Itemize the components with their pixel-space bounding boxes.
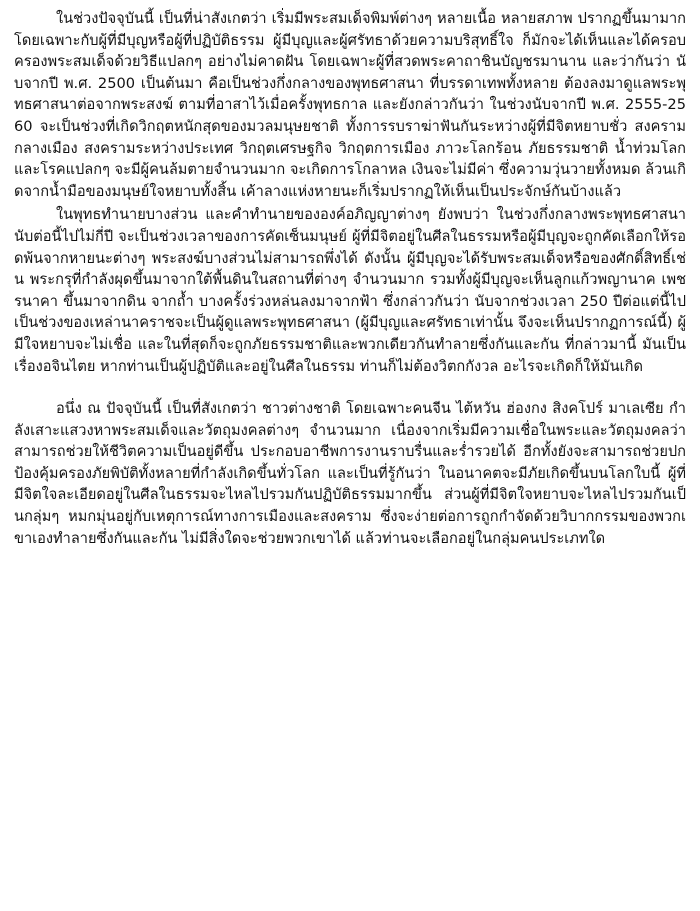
paragraph-1: ในช่วงปัจจุบันนี้ เป็นที่น่าสังเกตว่า เริ่มมีพระสมเด็จพิมพ์ต่างๆ หลายเนื้อ หลายสภาพ ปรากฏขึ้นมามาก โดยเฉพาะกับผู้ที่มีบุญหรือผู้ที่ปฏิบัติธรรม ผู้มีบุญและผู้ศรัทธาด้วยความบริสุทธิ์ใจ ก็มักจะได้เห็นและได้ครอบครองพระสมเด็จด้วยวิธีแปลกๆ อย่างไม่คาดฝัน โดยเฉพาะผู้ที่สวดพระคาถาชินบัญชรมานาน และว่ากันว่า นับจากปี พ.ศ. 2500 เป็นต้นมา คือเป็นช่วงกึ่งกลางของพุทธศาสนา ที่บรรดาเทพทั้งหลาย ต้องลงมาดูแลพระพุทธศาสนาต่อจากพระสงฆ์ ตามที่อาสาไว้เมื่อครั้งพุทธกาล และยังกล่าวกันว่า ในช่วงนับจากปี พ.ศ. 2555-2560 จะเป็นช่วงที่เกิดวิกฤตหนักสุดของมวลมนุษยชาติ ทั้งการรบราฆ่าฟันกันระหว่างผู้ที่มีจิตหยาบชั่ว สงครามกลางเมือง สงครามระหว่างประเทศ วิกฤตเศรษฐกิจ วิกฤตการเมือง ภาวะโลกร้อน ภัยธรรมชาติ น้ำท่วมโลก และโรคแปลกๆ จะมีผู้คนล้มตายจำนวนมาก จะเกิดการโกลาหล เงินจะไม่มีค่า ซึ่งความวุ่นวายทั้งหมด ล้วนเกิดจากน้ำมือของมนุษย์ใจหยาบทั้งสิ้น เค้าลางแห่งหายนะก็เริ่มปรากฏให้เห็นเป็นประจักษ์กันบ้างแล้ว: [14, 10, 687, 200]
paragraph-2: ในพุทธทำนายบางส่วน และคำทำนายขององค์อภิญญาต่างๆ ยังพบว่า ในช่วงกึ่งกลางพระพุทธศาสนา นับต่อนี้ไปไม่กี่ปี จะเป็นช่วงเวลาของการคัดเซ็นมนุษย์ ผู้ที่มีจิตอยู่ในศีลในธรรมหรือผู้มีบุญจะถูกคัดเลือกให้รอดพ้นจากหายนะต่างๆ พระสงฆ์บางส่วนไม่สามารถพึ่งได้ ดังนั้น ผู้มีบุญจะได้รับพระสมเด็จหรือของศักดิ์สิทธิ์เช่น พระกรุที่กำลังผุดขึ้นมาจากใต้พื้นดินในสถานที่ต่างๆ จำนวนมาก รวมทั้งผู้มีบุญจะเห็นลูกแก้วพญานาค เพชรนาคา ขึ้นมาจากดิน จากถ้ำ บางครั้งร่วงหล่นลงมาจากฟ้า ซึ่งกล่าวกันว่า นับจากช่วงเวลา 250 ปีต่อแต่นี้ไป เป็นช่วงของเหล่านาคราชจะเป็นผู้ดูแลพระพุทธศาสนา (ผู้มีบุญและศรัทธาเท่านั้น จึงจะเห็นปรากฏการณ์นี้) ผู้มีใจหยาบจะไม่เชื่อ และในที่สุดก็จะถูกภัยธรรมชาติและพวกเดียวกันทำลายซึ่งกันและกัน ที่กล่าวมานี้ มันเป็นเรื่องอจินไตย หากท่านเป็นผู้ปฏิบัติและอยู่ในศีลในธรรม ท่านก็ไม่ต้องวิตกกังวล อะไรจะเกิดก็ให้มันเกิด: [14, 206, 686, 375]
paragraph-3: อนึ่ง ณ ปัจจุบันนี้ เป็นที่สังเกตว่า ชาวต่างชาติ โดยเฉพาะคนจีน ไต้หวัน ฮ่องกง สิงคโปร์ มาเลเซีย กำลังเสาะแสวงหาพระสมเด็จและวัตถุมงคลต่างๆ จำนวนมาก เนื่องจากเริ่มมีความเชื่อในพระและวัตถุมงคลว่า สามารถช่วยให้ชีวิตความเป็นอยู่ดีขึ้น ประกอบอาชีพการงานราบรื่นและร่ำรวยได้ อีกทั้งยังจะสามารถช่วยปกป้องคุ้มครองภัยพิบัติทั้งหลายที่กำลังเกิดขึ้นทั่วโลก และเป็นที่รู้กันว่า ในอนาคตจะมีภัยเกิดขึ้นบนโลกใบนี้ ผู้ที่มีจิตใจละเอียดอยู่ในศีลในธรรมจะไหลไปรวมกันปฏิบัติธรรมมากขึ้น ส่วนผู้ที่มีจิตใจหยาบจะไหลไปรวมกันเป็นกลุ่มๆ หมกมุ่นอยู่กับเหตุการณ์ทางการเมืองและสงคราม ซึ่งจะง่ายต่อการถูกกำจัดด้วยวิบากกรรมของพวกเขาเองทำลายซึ่งกันและกัน ไม่มีสิ่งใดจะช่วยพวกเขาได้ แล้วท่านจะเลือกอยู่ในกลุ่มคนประเภทใด: [14, 400, 686, 547]
